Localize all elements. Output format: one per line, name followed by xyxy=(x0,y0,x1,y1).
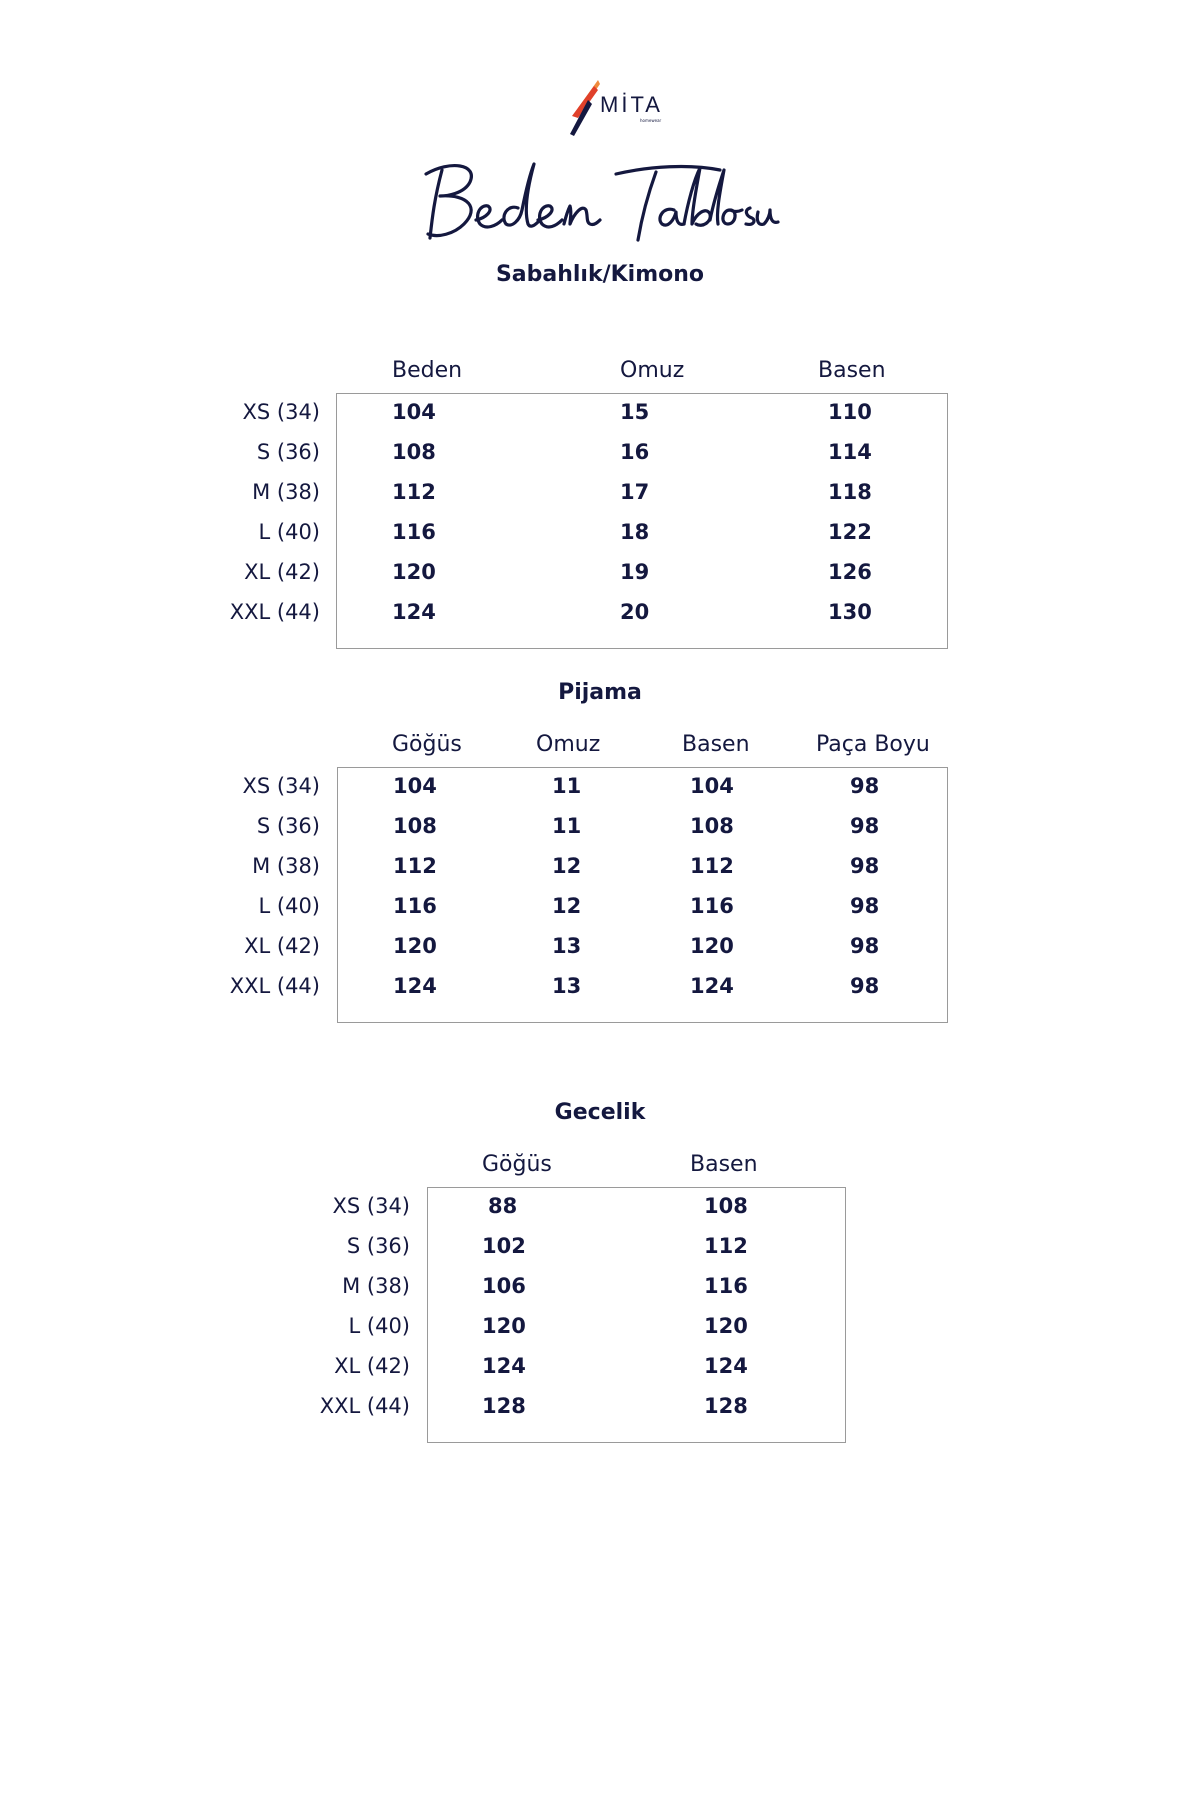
table-cell: 124 xyxy=(392,600,436,624)
table-cell: 108 xyxy=(704,1194,748,1218)
table-cell: 128 xyxy=(482,1394,526,1418)
column-header: Basen xyxy=(818,358,886,383)
table-cell: 17 xyxy=(620,480,650,504)
table-cell: 120 xyxy=(482,1314,526,1338)
table-cell: 104 xyxy=(393,774,437,798)
size-label: XS (34) xyxy=(242,774,320,798)
table-cell: 13 xyxy=(552,934,582,958)
table-cell: 11 xyxy=(552,814,582,838)
column-header: Beden xyxy=(392,358,463,383)
table-cell: 88 xyxy=(488,1194,518,1218)
table-cell: 18 xyxy=(620,520,650,544)
table-cell: 124 xyxy=(482,1354,526,1378)
table-cell: 116 xyxy=(392,520,436,544)
brand-name: MİTA xyxy=(600,92,663,117)
table-cell: 116 xyxy=(393,894,437,918)
size-label: M (38) xyxy=(342,1274,410,1298)
table-cell: 13 xyxy=(552,974,582,998)
table-cell: 98 xyxy=(850,974,880,998)
page-title-script xyxy=(420,150,780,250)
table-cell: 126 xyxy=(828,560,872,584)
table-cell: 130 xyxy=(828,600,872,624)
table-cell: 110 xyxy=(828,400,872,424)
column-header: Basen xyxy=(682,732,750,757)
size-label: XS (34) xyxy=(242,400,320,424)
table-cell: 120 xyxy=(704,1314,748,1338)
size-label: L (40) xyxy=(258,520,320,544)
table-cell: 20 xyxy=(620,600,650,624)
table-cell: 118 xyxy=(828,480,872,504)
column-header: Omuz xyxy=(536,732,601,757)
size-label: XS (34) xyxy=(332,1194,410,1218)
table-cell: 102 xyxy=(482,1234,526,1258)
table-cell: 98 xyxy=(850,854,880,878)
size-label: XL (42) xyxy=(334,1354,410,1378)
brand-tagline: homewear xyxy=(640,118,662,123)
size-label: S (36) xyxy=(256,440,320,464)
table-cell: 128 xyxy=(704,1394,748,1418)
size-label: L (40) xyxy=(258,894,320,918)
table-cell: 124 xyxy=(690,974,734,998)
size-label: S (36) xyxy=(256,814,320,838)
table-cell: 124 xyxy=(393,974,437,998)
table-cell: 104 xyxy=(392,400,436,424)
column-header: Göğüs xyxy=(482,1152,552,1177)
page-title xyxy=(0,150,1200,260)
table-cell: 112 xyxy=(704,1234,748,1258)
size-label: S (36) xyxy=(346,1234,410,1258)
size-label: XXL (44) xyxy=(229,600,320,624)
table-cell: 124 xyxy=(704,1354,748,1378)
table-cell: 108 xyxy=(393,814,437,838)
column-header: Basen xyxy=(690,1152,758,1177)
table-cell: 116 xyxy=(704,1274,748,1298)
table-cell: 114 xyxy=(828,440,872,464)
table-cell: 122 xyxy=(828,520,872,544)
size-label: XL (42) xyxy=(244,934,320,958)
table-cell: 12 xyxy=(552,854,582,878)
table-cell: 120 xyxy=(392,560,436,584)
size-label: L (40) xyxy=(348,1314,410,1338)
column-header: Göğüs xyxy=(392,732,462,757)
table-cell: 15 xyxy=(620,400,650,424)
size-label: XXL (44) xyxy=(229,974,320,998)
table-cell: 98 xyxy=(850,774,880,798)
size-label: M (38) xyxy=(252,854,320,878)
column-header: Omuz xyxy=(620,358,685,383)
column-header: Paça Boyu xyxy=(816,732,930,757)
table-cell: 12 xyxy=(552,894,582,918)
brand-logo xyxy=(568,78,668,140)
table-cell: 120 xyxy=(393,934,437,958)
table-cell: 116 xyxy=(690,894,734,918)
table-cell: 112 xyxy=(690,854,734,878)
table-cell: 112 xyxy=(392,480,436,504)
table-cell: 108 xyxy=(690,814,734,838)
table-cell: 112 xyxy=(393,854,437,878)
section-title-gecelik: Gecelik xyxy=(554,1100,646,1125)
size-label: M (38) xyxy=(252,480,320,504)
table-cell: 19 xyxy=(620,560,650,584)
table-cell: 106 xyxy=(482,1274,526,1298)
table-cell: 98 xyxy=(850,894,880,918)
table-cell: 108 xyxy=(392,440,436,464)
size-label: XXL (44) xyxy=(319,1394,410,1418)
table-cell: 16 xyxy=(620,440,650,464)
section-title-pijama: Pijama xyxy=(558,680,642,705)
table-cell: 98 xyxy=(850,814,880,838)
section-title-sabahlik: Sabahlık/Kimono xyxy=(495,262,705,287)
table-cell: 11 xyxy=(552,774,582,798)
table-cell: 104 xyxy=(690,774,734,798)
table-cell: 98 xyxy=(850,934,880,958)
size-label: XL (42) xyxy=(244,560,320,584)
table-cell: 120 xyxy=(690,934,734,958)
